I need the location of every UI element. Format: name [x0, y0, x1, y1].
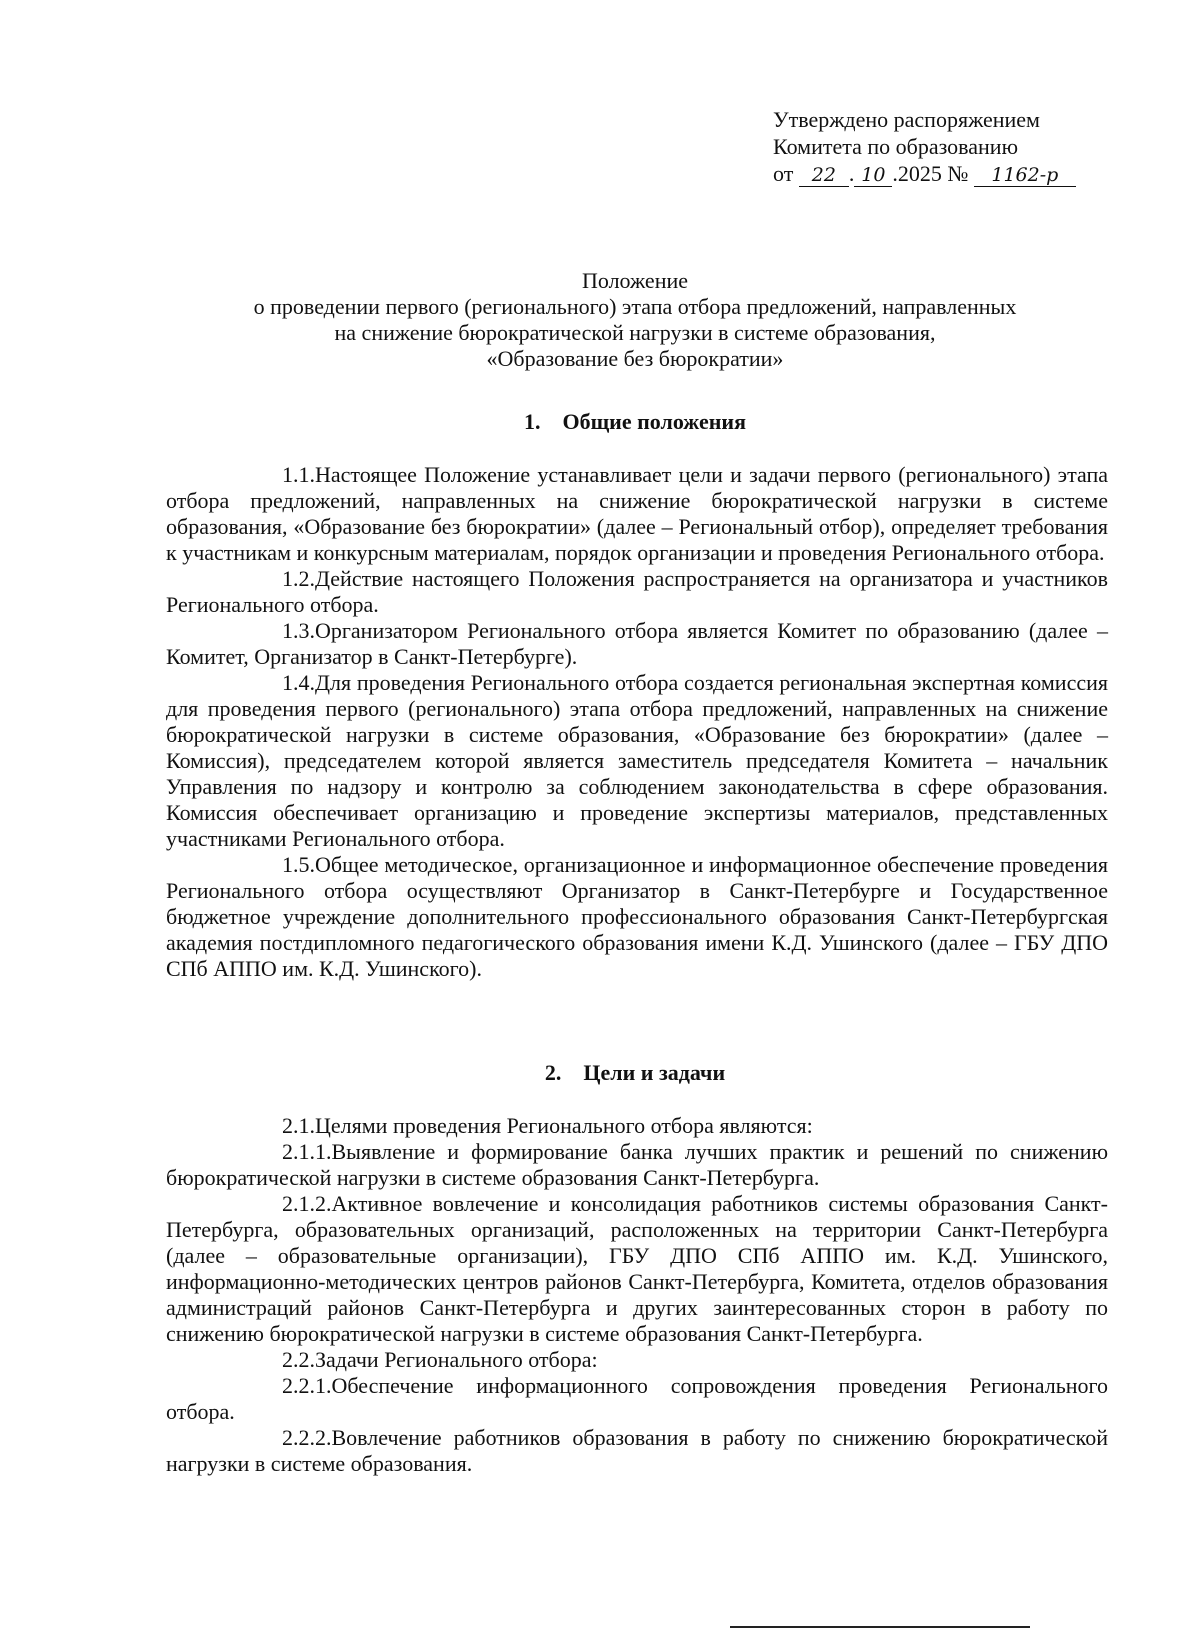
section-1-body	[166, 462, 1108, 982]
paragraph-number: 2.2.2.	[282, 1425, 332, 1450]
paragraph-number: 1.4.	[282, 670, 315, 695]
paragraph-1-4	[166, 670, 1108, 852]
paragraph-text: Настоящее Положение устанавливает цели и задачи первого (регионального) этапа отбора предложений, направленных на снижение бюрократической нагрузки в системе образования, «Образование без бюрократии» (далее – Региональный отбор), определяет требования к участникам и конкурсным материалам, порядок организации и проведения Регионального отбора.	[166, 462, 1108, 565]
paragraph-2-1-1	[166, 1139, 1108, 1191]
paragraph-2-1-2	[166, 1191, 1108, 1347]
paragraph-number: 2.2.1.	[282, 1373, 332, 1398]
paragraph-number: 2.2.	[282, 1347, 315, 1372]
section-2-title: Цели и задачи	[583, 1060, 726, 1085]
paragraph-2-1	[166, 1113, 1108, 1139]
paragraph-1-1	[166, 462, 1108, 566]
paragraph-2-2-2	[166, 1425, 1108, 1477]
paragraph-text: Действие настоящего Положения распространяется на организатора и участников Регионального отбора.	[166, 566, 1108, 617]
paragraph-text: Задачи Регионального отбора:	[315, 1347, 598, 1372]
paragraph-text: Вовлечение работников образования в работу по снижению бюрократической нагрузки в системе образования.	[166, 1425, 1108, 1476]
title-line-4: «Образование без бюрократии»	[486, 346, 784, 371]
handwritten-day: 22	[799, 164, 849, 187]
section-1-heading	[130, 409, 1140, 435]
approval-stamp	[773, 106, 1076, 187]
approval-line-2: Комитета по образованию	[773, 134, 1019, 159]
section-1-title: Общие положения	[562, 409, 746, 434]
title-line-1: Положение	[581, 268, 688, 293]
paragraph-1-5	[166, 852, 1108, 982]
document-title	[130, 268, 1140, 372]
paragraph-text: Обеспечение информационного сопровождения проведения Регионального отбора.	[166, 1373, 1108, 1424]
paragraph-2-2-1	[166, 1373, 1108, 1425]
paragraph-number: 2.1.	[282, 1113, 315, 1138]
paragraph-2-2	[166, 1347, 1108, 1373]
section-1-number: 1.	[524, 409, 541, 434]
paragraph-number: 1.3.	[282, 618, 315, 643]
paragraph-text: Организатором Регионального отбора является Комитет по образованию (далее – Комитет, Организатор в Санкт-Петербурге).	[166, 618, 1108, 669]
handwritten-doc-number: 1162-р	[974, 164, 1076, 187]
paragraph-1-2	[166, 566, 1108, 618]
paragraph-number: 2.1.2.	[282, 1191, 332, 1216]
section-2-body	[166, 1113, 1108, 1477]
paragraph-1-3	[166, 618, 1108, 670]
approval-line-1: Утверждено распоряжением	[773, 107, 1040, 132]
paragraph-number: 1.5.	[282, 852, 315, 877]
page-bottom-rule	[730, 1626, 1030, 1628]
approval-date-line: от 22 . 10 .2025 № 1162-р	[773, 160, 1076, 187]
paragraph-number: 1.2.	[282, 566, 315, 591]
date-year: .2025 №	[892, 161, 969, 186]
paragraph-text: Общее методическое, организационное и информационное обеспечение проведения Регионального отбора осуществляют Организатор в Санкт-Петербурге и Государственное бюджетное учреждение дополнительного профессионального образования Санкт-Петербургская академия постдипломного педагогического образования имени К.Д. Ушинского (далее – ГБУ ДПО СПб АППО им. К.Д. Ушинского).	[166, 852, 1108, 981]
paragraph-text: Выявление и формирование банка лучших практик и решений по снижению бюрократической нагрузки в системе образования Санкт-Петербурга.	[166, 1139, 1108, 1190]
date-prefix: от	[773, 161, 794, 186]
paragraph-number: 2.1.1.	[282, 1139, 332, 1164]
paragraph-text: Активное вовлечение и консолидация работников системы образования Санкт-Петербурга, образовательных организаций, расположенных на территории Санкт-Петербурга (далее – образовательные организации), ГБУ ДПО СПб АППО им. К.Д. Ушинского, информационно-методических центров районов Санкт-Петербурга, Комитета, отделов образования администраций районов Санкт-Петербурга и других заинтересованных сторон в работу по снижению бюрократической нагрузки в системе образования Санкт-Петербурга.	[166, 1191, 1108, 1346]
paragraph-text: Целями проведения Регионального отбора являются:	[315, 1113, 813, 1138]
section-2-heading	[130, 1060, 1140, 1086]
paragraph-number: 1.1.	[282, 462, 315, 487]
title-line-3: на снижение бюрократической нагрузки в системе образования,	[334, 320, 936, 345]
handwritten-month: 10	[854, 164, 892, 187]
title-line-2: о проведении первого (регионального) этапа отбора предложений, направленных	[253, 294, 1017, 319]
section-2-number: 2.	[544, 1060, 562, 1085]
paragraph-text: Для проведения Регионального отбора создается региональная экспертная комиссия для проведения первого (регионального) этапа отбора предложений, направленных на снижение бюрократической нагрузки в системе образования, «Образование без бюрократии» (далее – Комиссия), председателем которой является заместитель председателя Комитета – начальник Управления по надзору и контролю за соблюдением законодательства в сфере образования. Комиссия обеспечивает организацию и проведение экспертизы материалов, представленных участниками Регионального отбора.	[166, 670, 1108, 851]
